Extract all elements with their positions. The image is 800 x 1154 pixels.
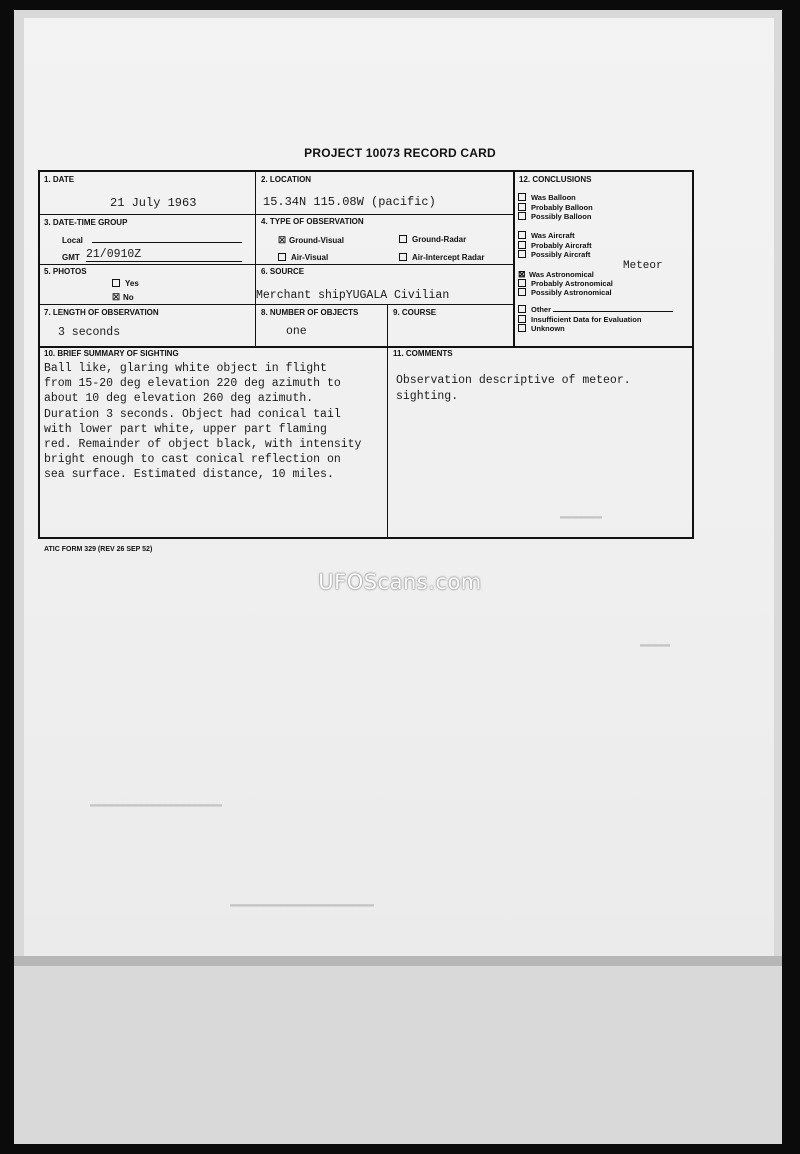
- gmt-value: 21/0910Z: [86, 248, 142, 261]
- comment-line: sighting.: [396, 389, 459, 403]
- conclusion-option: ⊠ Was Astronomical: [518, 269, 594, 279]
- summary-line: bright enough to cast conical reflection on: [44, 453, 341, 467]
- source-label: 6. SOURCE: [261, 267, 305, 276]
- location-value: 15.34N 115.08W (pacific): [263, 195, 436, 209]
- option-air-intercept-radar: Air-Intercept Radar: [399, 253, 484, 262]
- checkbox-icon: [518, 279, 526, 287]
- row-divider: [38, 214, 514, 215]
- checked-mark-icon: ⊠: [518, 269, 526, 279]
- photos-no-option: ☒ No: [112, 292, 134, 302]
- bleed-through-mark: ▬▬▬▬▬▬▬▬▬▬▬▬▬▬▬▬▬▬▬▬▬▬▬▬: [230, 900, 375, 911]
- column-divider: [387, 304, 388, 539]
- bleed-through-mark: ▬▬▬▬▬▬▬▬▬▬▬▬▬▬▬▬▬▬▬▬▬▬: [90, 800, 223, 811]
- checked-mark-icon: ☒: [112, 292, 121, 302]
- summary-text: [44, 361, 384, 483]
- conclusion-option: Probably Astronomical: [518, 279, 613, 288]
- other-field-line: [553, 305, 673, 312]
- row-divider: [38, 264, 514, 265]
- checkbox-icon: [518, 250, 526, 258]
- conclusion-option: Unknown: [518, 324, 565, 333]
- length-of-observation-value: 3 seconds: [58, 326, 121, 339]
- photos-yes-option: Yes: [112, 279, 139, 288]
- checkbox-icon: [518, 212, 526, 220]
- checkbox-icon: [112, 279, 120, 287]
- comment-line: Observation descriptive of meteor.: [396, 374, 631, 387]
- form-id: ATIC FORM 329 (REV 26 SEP 52): [44, 546, 153, 553]
- comments-text: [396, 373, 686, 404]
- watermark: UFOScans.com: [318, 570, 482, 594]
- summary-line: red. Remainder of object black, with intensity: [44, 438, 362, 452]
- checkbox-icon: [518, 241, 526, 249]
- checkbox-icon: [399, 235, 407, 243]
- option-ground-visual: ☒ Ground-Visual: [278, 235, 344, 245]
- conclusion-option: Possibly Aircraft: [518, 250, 590, 259]
- row-divider: [38, 346, 694, 348]
- conclusion-handwritten-note: Meteor: [623, 260, 663, 272]
- length-of-observation-label: 7. LENGTH OF OBSERVATION: [44, 308, 159, 317]
- checkbox-icon: [518, 315, 526, 323]
- local-time-field-line: [92, 242, 242, 243]
- photos-label: 5. PHOTOS: [44, 267, 87, 276]
- summary-line: Duration 3 seconds. Object had conical tail: [44, 407, 341, 421]
- column-divider: [255, 170, 256, 346]
- gmt-label: GMT: [62, 253, 80, 262]
- source-value: Merchant shipYUGALA Civilian: [256, 289, 450, 302]
- option-ground-radar: Ground-Radar: [399, 235, 466, 244]
- checkbox-icon: [278, 253, 286, 261]
- number-of-objects-label: 8. NUMBER OF OBJECTS: [261, 308, 359, 317]
- conclusion-option: Probably Aircraft: [518, 241, 592, 250]
- conclusions-label: 12. CONCLUSIONS: [519, 175, 592, 184]
- date-value: 21 July 1963: [110, 196, 197, 210]
- checkbox-icon: [399, 253, 407, 261]
- number-of-objects-value: one: [286, 325, 307, 338]
- bleed-through-strip: [14, 956, 782, 966]
- checkbox-icon: [518, 305, 526, 313]
- conclusion-option: Other: [518, 305, 673, 314]
- checkbox-icon: [518, 231, 526, 239]
- summary-label: 10. BRIEF SUMMARY OF SIGHTING: [44, 349, 179, 358]
- conclusion-option: Was Balloon: [518, 193, 576, 202]
- bleed-through-mark: ▬▬▬▬▬▬▬: [560, 512, 603, 523]
- summary-line: from 15-20 deg elevation 220 deg azimuth to: [44, 377, 341, 391]
- summary-line: Ball like, glaring white object in flight: [44, 362, 327, 375]
- date-label: 1. DATE: [44, 175, 75, 184]
- course-label: 9. COURSE: [393, 308, 437, 317]
- comments-label: 11. COMMENTS: [393, 349, 453, 358]
- checkbox-icon: [518, 203, 526, 211]
- checkbox-icon: [518, 288, 526, 296]
- checkbox-icon: [518, 324, 526, 332]
- summary-line: sea surface. Estimated distance, 10 miles.: [44, 468, 334, 482]
- bleed-through-mark: ▬▬▬▬▬: [640, 640, 671, 651]
- card-title: PROJECT 10073 RECORD CARD: [304, 146, 496, 160]
- location-label: 2. LOCATION: [261, 175, 312, 184]
- checked-mark-icon: ☒: [278, 235, 287, 245]
- conclusion-option: Probably Balloon: [518, 203, 593, 212]
- conclusion-option: Insufficient Data for Evaluation: [518, 315, 641, 324]
- conclusion-option: Possibly Astronomical: [518, 288, 612, 297]
- row-divider: [38, 304, 514, 305]
- column-divider: [513, 170, 515, 346]
- option-air-visual: Air-Visual: [278, 253, 328, 262]
- summary-line: about 10 deg elevation 260 deg azimuth.: [44, 392, 314, 406]
- checkbox-icon: [518, 193, 526, 201]
- gmt-field-line: [86, 261, 242, 262]
- date-time-group-label: 3. DATE-TIME GROUP: [44, 218, 128, 227]
- summary-line: with lower part white, upper part flaming: [44, 422, 327, 436]
- local-time-label: Local: [62, 236, 83, 245]
- conclusion-option: Was Aircraft: [518, 231, 575, 240]
- conclusion-option: Possibly Balloon: [518, 212, 591, 221]
- observation-type-label: 4. TYPE OF OBSERVATION: [261, 217, 364, 226]
